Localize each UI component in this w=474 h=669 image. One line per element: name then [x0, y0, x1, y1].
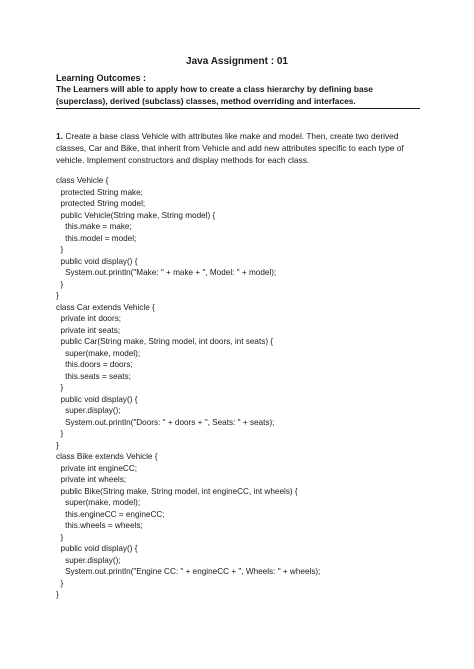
- learning-outcomes-heading: Learning Outcomes :: [56, 73, 147, 83]
- question-text: Create a base class Vehicle with attributes like make and model. Then, create two derived classes, Car and Bike, that inherit from Vehicle and add new attributes specific to each type of vehicle. Implement constructors and display methods for each class.: [56, 131, 404, 165]
- code-line: }: [56, 440, 59, 450]
- code-line: }: [56, 532, 64, 542]
- code-line: System.out.println("Make: " + make + ", Model: " + model);: [56, 268, 277, 277]
- code-line: }: [56, 291, 59, 300]
- code-block: [56, 175, 436, 601]
- code-line: class Car extends Vehicle {: [56, 302, 155, 312]
- code-line: }: [56, 383, 64, 392]
- question-number: 1.: [56, 131, 63, 141]
- code-line: super.display();: [56, 406, 121, 415]
- code-line: }: [56, 245, 64, 254]
- code-line: protected String model;: [56, 199, 146, 208]
- code-line: public Car(String make, String model, int doors, int seats) {: [56, 337, 274, 346]
- code-line: private int doors;: [56, 314, 122, 323]
- code-line: public void display() {: [56, 256, 138, 266]
- code-line: this.seats = seats;: [56, 371, 131, 381]
- code-line: super(make, model);: [56, 348, 141, 358]
- code-line: super(make, model);: [56, 498, 141, 507]
- code-line: class Vehicle {: [56, 176, 109, 185]
- code-line: this.doors = doors;: [56, 360, 133, 369]
- code-line: this.wheels = wheels;: [56, 521, 143, 530]
- section-divider: [56, 108, 420, 109]
- code-line: private int seats;: [56, 325, 121, 335]
- code-line: }: [56, 279, 64, 289]
- code-line: System.out.println("Engine CC: " + engineCC + ", Wheels: " + wheels);: [56, 567, 321, 576]
- code-line: }: [56, 429, 64, 438]
- code-line: this.model = model;: [56, 233, 137, 243]
- code-line: public Vehicle(String make, String model) {: [56, 210, 216, 220]
- code-line: public void display() {: [56, 544, 138, 553]
- assignment-title: Java Assignment : 01: [186, 56, 288, 67]
- code-line: System.out.println("Doors: " + doors + ", Seats: " + seats);: [56, 417, 275, 427]
- code-line: }: [56, 578, 64, 588]
- code-line: private int wheels;: [56, 475, 127, 484]
- code-line: public Bike(String make, String model, int engineCC, int wheels) {: [56, 486, 298, 496]
- question-1: [56, 130, 420, 166]
- code-line: }: [56, 590, 59, 599]
- code-line: protected String make;: [56, 187, 143, 197]
- code-line: this.engineCC = engineCC;: [56, 509, 165, 519]
- learning-outcomes-text: The Learners will able to apply how to create a class hierarchy by defining base (superclass), derived (subclass) classes, method overriding and interfaces.: [56, 84, 373, 106]
- code-line: public void display() {: [56, 394, 138, 404]
- code-line: this.make = make;: [56, 222, 132, 231]
- code-line: class Bike extends Vehicle {: [56, 452, 158, 461]
- code-line: super.display();: [56, 555, 121, 565]
- code-line: private int engineCC;: [56, 463, 138, 473]
